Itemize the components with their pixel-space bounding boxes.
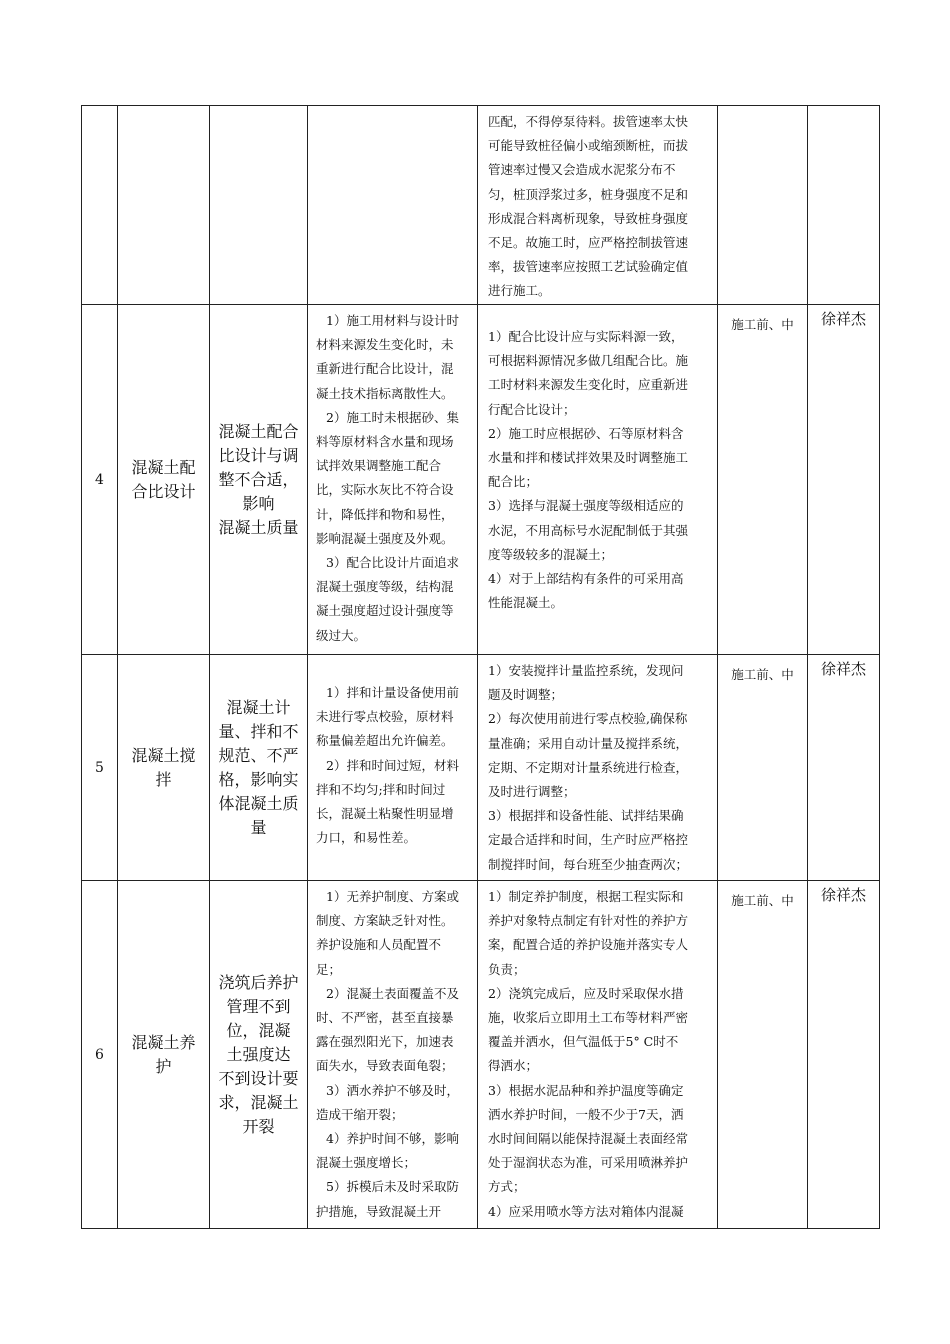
risk-description: [210, 106, 308, 305]
item-name: 混凝土搅 拌: [118, 655, 210, 881]
risk-description: 混凝土计 量、拌和不 规范、不严 格，影响实 体混凝土质 量: [210, 655, 308, 881]
table-row: [82, 655, 880, 881]
control-stage: 施工前、中: [718, 881, 808, 1229]
risk-causes: 1）施工用材料与设计时 材料来源发生变化时，未 重新进行配合比设计，混 凝土技术指标离散性大。 2）施工时未根据砂、集 料等原材料含水量和现场 试拌效果调整施工配合 比，实际水灰比不符合设 计，降低拌和物和易性， 影响混凝土强度及外观。 3）配合比设计片面追求 混凝土强度等级，结构混 凝土强度超过设计强度等 级过大。: [308, 305, 478, 655]
control-measures: 匹配，不得停泵待料。拔管速率太快 可能导致桩径偏小或缩颈断桩，而拔 管速率过慢又会造成水泥浆分布不 匀，桩顶浮浆过多，桩身强度不足和 形成混合料离析现象，导致桩身强度 不足。故施工时，应严格控制拔管速 率，拔管速率应按照工艺试验确定值 进行施工。: [478, 106, 718, 305]
row-number: [82, 106, 118, 305]
risk-description: 混凝土配合 比设计与调 整不合适， 影响 混凝土质量: [210, 305, 308, 655]
risk-causes: [308, 106, 478, 305]
risk-causes: 1）无养护制度、方案或 制度、方案缺乏针对性。 养护设施和人员配置不 足； 2）混凝土表面覆盖不及 时、不严密，甚至直接暴 露在强烈阳光下，加速表 面失水，导致表面龟裂； 3）洒水养护不够及时， 造成干缩开裂； 4）养护时间不够，影响 混凝土强度增长； 5）拆模后未及时采取防 护措施，导致混凝土开: [308, 881, 478, 1229]
responsible-person: 徐祥杰: [808, 655, 880, 881]
row-number: 6: [82, 881, 118, 1229]
item-name: 混凝土配 合比设计: [118, 305, 210, 655]
control-stage: 施工前、中: [718, 655, 808, 881]
row-number: 5: [82, 655, 118, 881]
table-row: [82, 881, 880, 1229]
table-row: [82, 305, 880, 655]
item-name: 混凝土养 护: [118, 881, 210, 1229]
control-measures: 1）配合比设计应与实际料源一致， 可根据料源情况多做几组配合比。施 工时材料来源发生变化时，应重新进 行配合比设计； 2）施工时应根据砂、石等原材料含 水量和拌和楼试拌效果及时调整施工 配合比； 3）选择与混凝土强度等级相适应的 水泥，不用高标号水泥配制低于其强 度等级较多的混凝土； 4）对于上部结构有条件的可采用高 性能混凝土。: [478, 305, 718, 655]
item-name: [118, 106, 210, 305]
table-row: [82, 106, 880, 305]
row-number: 4: [82, 305, 118, 655]
responsible-person: 徐祥杰: [808, 305, 880, 655]
risk-control-table: [81, 105, 880, 1229]
control-measures: 1）安装搅拌计量监控系统，发现问 题及时调整； 2）每次使用前进行零点校验,确保称 量准确；采用自动计量及搅拌系统， 定期、不定期对计量系统进行检查， 及时进行调整； 3）根据拌和设备性能、试拌结果确 定最合适拌和时间，生产时应严格控 制搅拌时间，每台班至少抽查两次；: [478, 655, 718, 881]
responsible-person: [808, 106, 880, 305]
control-stage: [718, 106, 808, 305]
control-stage: 施工前、中: [718, 305, 808, 655]
risk-description: 浇筑后养护 管理不到 位，混凝 土强度达 不到设计要 求，混凝土 开裂: [210, 881, 308, 1229]
control-measures: 1）制定养护制度，根据工程实际和 养护对象特点制定有针对性的养护方 案，配置合适的养护设施并落实专人 负责； 2）浇筑完成后，应及时采取保水措 施，收浆后立即用土工布等材料严密 覆盖并洒水，但气温低于5° C时不 得洒水； 3）根据水泥品种和养护温度等确定 洒水养护时间，一般不少于7天，洒 水时间间隔以能保持混凝土表面经常 处于湿润状态为准，可采用喷淋养护 方式； 4）应采用喷水等方法对箱体内混凝: [478, 881, 718, 1229]
responsible-person: 徐祥杰: [808, 881, 880, 1229]
risk-causes: 1）拌和计量设备使用前 未进行零点校验，原材料 称量偏差超出允许偏差。 2）拌和时间过短，材料 拌和不均匀;拌和时间过 长，混凝土粘聚性明显增 力口，和易性差。: [308, 655, 478, 881]
